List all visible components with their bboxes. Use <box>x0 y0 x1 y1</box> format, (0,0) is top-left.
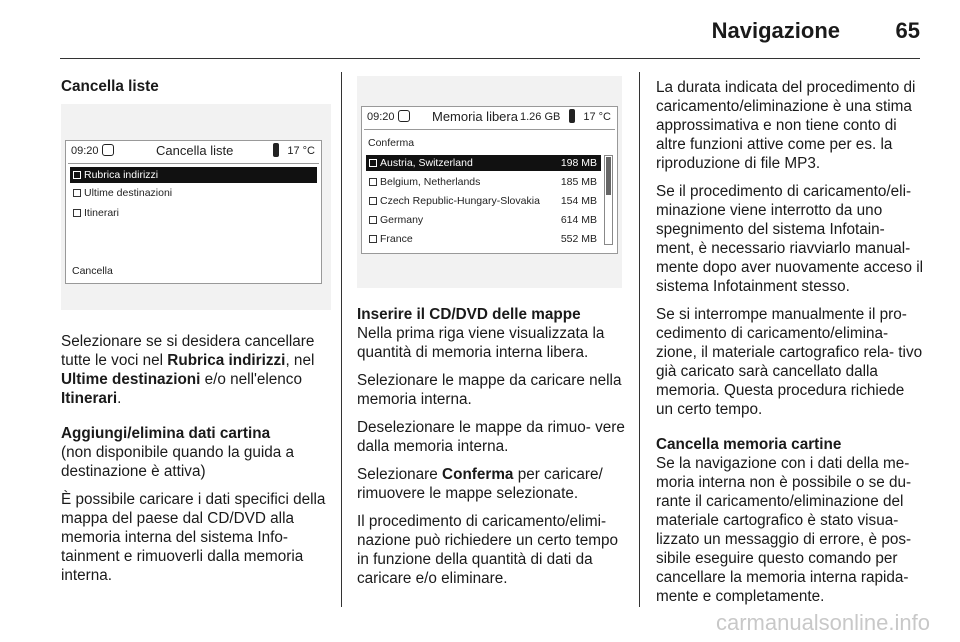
column-divider-2 <box>639 72 640 607</box>
display-screen-memoria <box>361 106 618 254</box>
map-name: Austria, Switzerland <box>380 157 473 169</box>
checkbox-icon <box>369 216 377 224</box>
map-size: 198 MB <box>560 157 597 169</box>
watermark: carmanualsonline.info <box>715 610 930 635</box>
screen-footer-cancella[interactable]: Cancella <box>72 265 113 277</box>
page-number: 65 <box>895 18 920 43</box>
paragraph: È possibile caricare i dati specifici della mappa del paese dal CD/DVD alla memoria interna del sistema Info- tainment e rimuoverli dalla memoria interna. <box>61 491 326 584</box>
list-item-label: Itinerari <box>84 207 120 219</box>
map-size: 614 MB <box>560 214 597 226</box>
screen-separator <box>68 163 319 164</box>
map-name: France <box>380 233 413 245</box>
paragraph: La durata indicata del procedimento di caricamento/eliminazione è una stima approssimativa e non tiene conto di altre funzioni attive come per es. la riproduzione di file MP3. <box>656 79 916 172</box>
free-memory-value: 1.26 GB <box>520 111 561 123</box>
section-heading: Cancella memoria cartine <box>656 436 842 453</box>
map-row-0[interactable] <box>366 155 601 171</box>
thermometer-icon <box>569 109 575 123</box>
map-name: Belgium, Netherlands <box>380 176 481 188</box>
paragraph: Selezionare le mappe da caricare nella memoria interna. <box>357 372 622 408</box>
screen-temperature: 17 °C <box>583 111 611 123</box>
list-item-rubrica[interactable] <box>70 167 317 183</box>
map-name: Germany <box>380 214 424 226</box>
map-row-2[interactable] <box>366 193 601 209</box>
screen-time: 09:20 <box>71 145 99 157</box>
screen-title: Cancella liste <box>156 143 234 158</box>
map-row-1[interactable] <box>366 174 601 190</box>
paragraph: Nella prima riga viene visualizzata la quantità di memoria interna libera. <box>357 325 605 361</box>
checkbox-icon <box>369 178 377 186</box>
thermometer-icon <box>273 143 279 157</box>
checkbox-icon <box>369 197 377 205</box>
paragraph: Deselezionare le mappe da rimuo- vere dalla memoria interna. <box>357 419 625 455</box>
page-header-title: Navigazione <box>711 18 840 43</box>
map-size: 552 MB <box>560 233 597 245</box>
paragraph: Selezionare se si desidera cancellare tutte le voci nel Rubrica indirizzi, nel Ultime destinazioni e/o nell'elenco Itinerari. <box>61 333 315 407</box>
paragraph: (non disponibile quando la guida a destinazione è attiva) <box>61 444 295 480</box>
clock-icon <box>102 144 114 156</box>
paragraph: Se il procedimento di caricamento/eli- minazione viene interrotto da uno spegnimento del sistema Infotain- ment, è necessario riavviarlo manual- mente dopo aver nuovamente acceso il sistema Infotainment stesso. <box>656 183 924 295</box>
clock-icon <box>398 110 410 122</box>
map-size: 154 MB <box>560 195 597 207</box>
column-2-text <box>357 305 629 597</box>
map-size: 185 MB <box>560 176 597 188</box>
list-item-itinerari[interactable] <box>70 205 317 221</box>
screen-panel-cancella-liste <box>61 104 331 310</box>
map-name: Czech Republic-Hungary-Slovakia <box>380 195 540 207</box>
paragraph: Se si interrompe manualmente il pro- cedimento di caricamento/elimina- zione, il materiale cartografico rela- tivo già caricato sarà cancellato dalla memoria. Questa procedura richiede un certo tempo. <box>656 306 923 418</box>
screen-time: 09:20 <box>367 111 395 123</box>
paragraph: Il procedimento di caricamento/elimi- nazione può richiedere un certo tempo in funzione della quantità di dati da caricare e/o eliminare. <box>357 513 619 587</box>
screen-temperature: 17 °C <box>287 145 315 157</box>
map-row-3[interactable] <box>366 212 601 228</box>
list-item-label: Ultime destinazioni <box>84 187 173 199</box>
section-heading: Aggiungi/elimina dati cartina <box>61 425 271 442</box>
paragraph: Selezionare Conferma per caricare/ rimuovere le mappe selezionate. <box>357 466 603 502</box>
scrollbar[interactable] <box>604 155 613 245</box>
checkbox-checked-icon <box>73 171 81 179</box>
list-item-ultime[interactable] <box>70 185 317 201</box>
section-heading: Inserire il CD/DVD delle mappe <box>357 306 581 323</box>
section-heading-cancella-liste: Cancella liste <box>61 78 159 95</box>
header-rule <box>60 58 920 59</box>
screen-status-bar <box>66 141 321 163</box>
scrollbar-thumb[interactable] <box>606 157 611 195</box>
checkbox-icon <box>73 209 81 217</box>
column-divider-1 <box>341 72 342 607</box>
screen-panel-memoria <box>357 76 622 288</box>
column-3-text <box>656 78 924 615</box>
screen-separator <box>364 129 615 130</box>
checkbox-checked-icon <box>369 159 377 167</box>
screen-title: Memoria libera <box>432 109 518 124</box>
paragraph: Se la navigazione con i dati della me- moria interna non è possibile o se du- rante il caricamento/eliminazione del materiale cartografico è stato visua- lizzato un messaggio di errore, è pos- sibile eseguire questo comando per cancellare la memoria interna rapida- mente e completamente. <box>656 455 912 605</box>
confirm-label[interactable]: Conferma <box>368 137 415 149</box>
column-1-text <box>61 332 331 594</box>
checkbox-icon <box>369 235 377 243</box>
list-item-label: Rubrica indirizzi <box>84 169 159 181</box>
display-screen-cancella-liste <box>65 140 322 284</box>
checkbox-icon <box>73 189 81 197</box>
map-row-4[interactable] <box>366 231 601 247</box>
screen-status-bar <box>362 107 617 129</box>
